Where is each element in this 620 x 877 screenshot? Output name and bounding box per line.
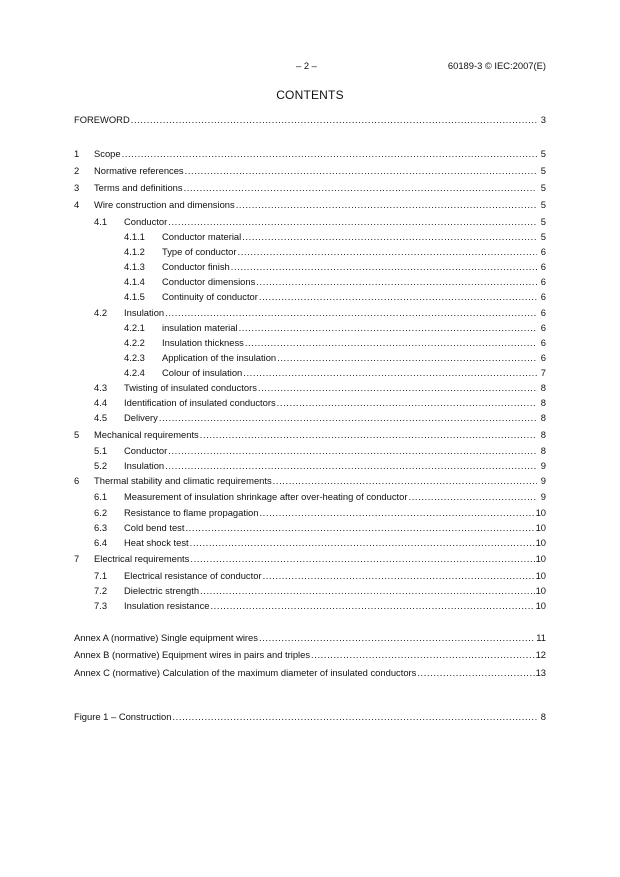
dot-leader [259, 291, 537, 303]
dot-leader [243, 367, 537, 379]
toc-entry-page: 9 [540, 460, 546, 471]
toc-entry[interactable] [74, 667, 546, 679]
toc-entry-title: Conductor [124, 445, 168, 456]
toc-entry-title: Dielectric strength [124, 585, 200, 596]
dot-leader [409, 491, 538, 503]
toc-entry-number: 6.2 [94, 507, 108, 518]
toc-entry-page: 8 [540, 711, 546, 722]
toc-entry[interactable] [74, 649, 546, 661]
toc-entry-number: 2 [74, 165, 80, 176]
page-number: – 2 – [296, 60, 317, 71]
toc-entry-title: Terms and definitions [94, 182, 183, 193]
toc-entry-page: 5 [540, 165, 546, 176]
toc-entry-page: 5 [540, 216, 546, 227]
toc-entry-number: 6 [74, 475, 80, 486]
dot-leader [168, 445, 537, 457]
toc-entry-title: Colour of insulation [162, 367, 243, 378]
toc-entry-title: Annex B (normative) Equipment wires in pairs and triples [74, 649, 311, 660]
toc-entry-title: Heat shock test [124, 537, 189, 548]
toc-entry-title: Scope [94, 148, 121, 159]
toc-entry[interactable] [74, 199, 546, 211]
toc-entry-title: Twisting of insulated conductors [124, 382, 257, 393]
toc-entry-page: 9 [540, 491, 546, 502]
toc-entry-number: 7.1 [94, 570, 108, 581]
page-header [0, 60, 620, 74]
toc-entry[interactable] [74, 632, 546, 644]
document-id: 60189-3 © IEC:2007(E) [447, 60, 546, 71]
toc-entry-number: 4.2 [94, 307, 108, 318]
toc-entry-page: 8 [540, 412, 546, 423]
toc-entry[interactable] [74, 445, 546, 457]
dot-leader [245, 337, 537, 349]
toc-entry-number: 4.2.2 [124, 337, 145, 348]
toc-entry-title: Application of the insulation [162, 352, 277, 363]
toc-entry-number: 4.2.1 [124, 322, 145, 333]
toc-entry-page: 3 [540, 114, 546, 125]
toc-entry-title: Conductor dimensions [162, 276, 256, 287]
toc-entry[interactable] [74, 165, 546, 177]
toc-entry[interactable] [74, 460, 546, 472]
toc-entry[interactable] [74, 537, 546, 549]
dot-leader [239, 322, 537, 334]
toc-entry-number: 5.1 [94, 445, 108, 456]
toc-entry-title: Insulation resistance [124, 600, 210, 611]
toc-entry-page: 6 [540, 276, 546, 287]
dot-leader [185, 522, 534, 534]
toc-entry-page: 10 [535, 507, 546, 518]
dot-leader [165, 460, 537, 472]
toc-entry-page: 12 [535, 649, 546, 660]
toc-entry-page: 8 [540, 445, 546, 456]
toc-entry-title: insulation material [162, 322, 238, 333]
dot-leader [172, 711, 537, 723]
toc-entry-number: 4.5 [94, 412, 108, 423]
toc-entry[interactable] [74, 382, 546, 394]
toc-entry-page: 6 [540, 261, 546, 272]
toc-entry-number: 4.2.3 [124, 352, 145, 363]
toc-entry-number: 6.4 [94, 537, 108, 548]
toc-entry-title: Annex C (normative) Calculation of the maximum diameter of insulated conductors [74, 667, 417, 678]
toc-entry-title: Electrical requirements [94, 553, 190, 564]
toc-entry[interactable] [74, 352, 546, 364]
toc-entry-title: Electrical resistance of conductor [124, 570, 262, 581]
toc-entry-page: 6 [540, 246, 546, 257]
dot-leader [165, 307, 537, 319]
toc-entry[interactable] [74, 291, 546, 303]
toc-entry-page: 10 [535, 522, 546, 533]
toc-entry[interactable] [74, 475, 546, 487]
toc-entry[interactable] [74, 429, 546, 441]
toc-entry-number: 3 [74, 182, 80, 193]
toc-entry-number: 4 [74, 199, 80, 210]
dot-leader [168, 216, 537, 228]
toc-entry-page: 10 [535, 585, 546, 596]
toc-entry[interactable] [74, 322, 546, 334]
toc-entry-title: Conductor finish [162, 261, 230, 272]
dot-leader [259, 632, 535, 644]
toc-entry[interactable] [74, 553, 546, 565]
toc-entry-number: 7 [74, 553, 80, 564]
toc-entry-page: 7 [540, 367, 546, 378]
dot-leader [210, 600, 534, 612]
toc-entry-title: Continuity of conductor [162, 291, 258, 302]
toc-entry-number: 5.2 [94, 460, 108, 471]
toc-entry-number: 5 [74, 429, 80, 440]
toc-entry[interactable] [74, 148, 546, 160]
dot-leader [277, 352, 537, 364]
toc-entry-page: 10 [535, 600, 546, 611]
toc-entry-title: Conductor [124, 216, 168, 227]
toc-entry-page: 11 [536, 632, 546, 643]
toc-entry-page: 10 [535, 553, 546, 564]
toc-entry-title: Conductor material [162, 231, 242, 242]
toc-entry-page: 5 [540, 182, 546, 193]
dot-leader [131, 114, 537, 126]
toc-entry-title: Type of conductor [162, 246, 237, 257]
toc-entry-number: 4.1.2 [124, 246, 145, 257]
dot-leader [258, 382, 537, 394]
toc-entry-page: 5 [540, 199, 546, 210]
toc-entry-number: 7.3 [94, 600, 108, 611]
toc-entry[interactable] [74, 711, 546, 723]
toc-entry-title: Insulation thickness [162, 337, 244, 348]
toc-entry-number: 1 [74, 148, 80, 159]
toc-entry-title: Normative references [94, 165, 184, 176]
dot-leader [238, 246, 537, 258]
toc-entry-title: Cold bend test [124, 522, 185, 533]
toc-entry[interactable] [74, 397, 546, 409]
toc-entry[interactable] [74, 522, 546, 534]
toc-entry[interactable] [74, 216, 546, 228]
toc-entry-page: 10 [535, 537, 546, 548]
toc-entry[interactable] [74, 182, 546, 194]
toc-entry[interactable] [74, 337, 546, 349]
toc-entry[interactable] [74, 261, 546, 273]
toc-entry[interactable] [74, 231, 546, 243]
toc-entry-title: Insulation [124, 307, 165, 318]
toc-entry-page: 6 [540, 322, 546, 333]
toc-entry-title: Annex A (normative) Single equipment wires [74, 632, 258, 643]
toc-entry-number: 4.1 [94, 216, 108, 227]
toc-entry[interactable] [74, 367, 546, 379]
dot-leader [184, 182, 537, 194]
toc-entry-page: 9 [540, 475, 546, 486]
toc-entry-number: 4.1.1 [124, 231, 145, 242]
toc-entry-number: 4.1.3 [124, 261, 145, 272]
toc-entry[interactable] [74, 507, 546, 519]
toc-entry-number: 4.1.4 [124, 276, 145, 287]
toc-entry-number: 4.3 [94, 382, 108, 393]
toc-entry-page: 6 [540, 337, 546, 348]
toc-entry[interactable] [74, 307, 546, 319]
dot-leader [256, 276, 537, 288]
toc-entry-page: 6 [540, 307, 546, 318]
dot-leader [277, 397, 537, 409]
toc-entry[interactable] [74, 585, 546, 597]
page-title: CONTENTS [276, 88, 344, 102]
dot-leader [159, 412, 537, 424]
toc-entry-title: Resistance to flame propagation [124, 507, 259, 518]
dot-leader [185, 165, 537, 177]
toc-entry-number: 6.3 [94, 522, 108, 533]
toc-entry-page: 5 [540, 148, 546, 159]
toc-entry-page: 6 [540, 352, 546, 363]
toc-entry[interactable] [74, 412, 546, 424]
toc-entry-title: Thermal stability and climatic requirements [94, 475, 272, 486]
dot-leader [190, 537, 535, 549]
dot-leader [242, 231, 537, 243]
toc-entry-number: 4.2.4 [124, 367, 145, 378]
dot-leader [263, 570, 535, 582]
toc-entry-page: 8 [540, 382, 546, 393]
dot-leader [231, 261, 537, 273]
dot-leader [236, 199, 537, 211]
toc-entry[interactable] [74, 276, 546, 288]
dot-leader [200, 429, 537, 441]
toc-entry-title: Wire construction and dimensions [94, 199, 235, 210]
toc-entry-page: 8 [540, 429, 546, 440]
toc-entry-title: Identification of insulated conductors [124, 397, 276, 408]
toc-entry-page: 10 [535, 570, 546, 581]
toc-entry[interactable] [74, 114, 546, 126]
dot-leader [190, 553, 534, 565]
toc-entry-title: Measurement of insulation shrinkage after over-heating of conductor [124, 491, 408, 502]
toc-entry-number: 7.2 [94, 585, 108, 596]
toc-entry-title: FOREWORD [74, 114, 130, 125]
toc-entry-title: Mechanical requirements [94, 429, 199, 440]
toc-entry-title: Delivery [124, 412, 158, 423]
toc-entry-title: Insulation [124, 460, 165, 471]
toc-entry-page: 6 [540, 291, 546, 302]
dot-leader [417, 667, 534, 679]
toc-entry-page: 5 [540, 231, 546, 242]
toc-entry[interactable] [74, 491, 546, 503]
dot-leader [200, 585, 535, 597]
toc-entry[interactable] [74, 600, 546, 612]
toc-entry[interactable] [74, 246, 546, 258]
toc-entry[interactable] [74, 570, 546, 582]
dot-leader [259, 507, 534, 519]
toc-entry-page: 13 [535, 667, 546, 678]
dot-leader [273, 475, 537, 487]
toc-entry-title: Figure 1 – Construction [74, 711, 172, 722]
toc-entry-number: 6.1 [94, 491, 108, 502]
toc-entry-page: 8 [540, 397, 546, 408]
toc-entry-number: 4.4 [94, 397, 108, 408]
dot-leader [122, 148, 537, 160]
dot-leader [311, 649, 535, 661]
toc-entry-number: 4.1.5 [124, 291, 145, 302]
